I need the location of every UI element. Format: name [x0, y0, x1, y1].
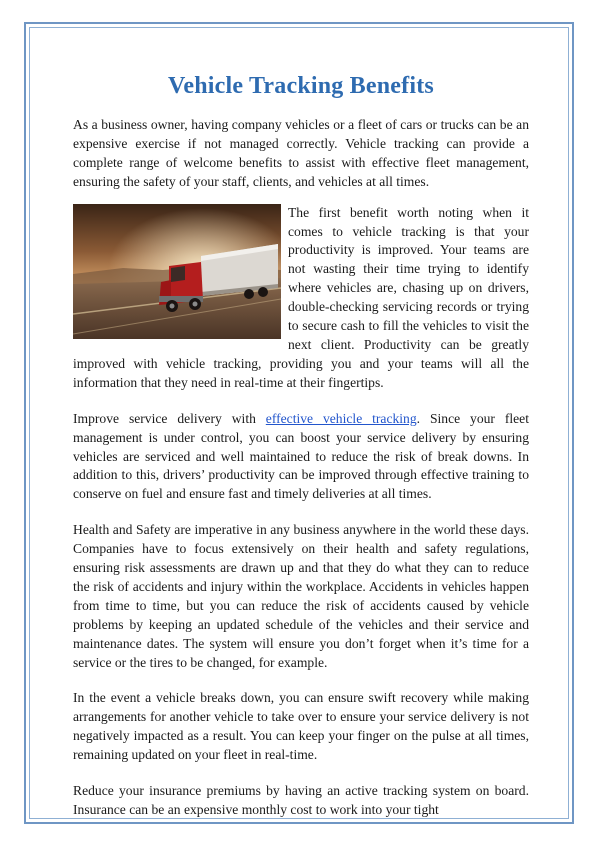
intro-paragraph: As a business owner, having company vehicles or a fleet of cars or trucks can be an expensive exercise if not managed correctly. Vehicle tracking can provide a complete range of welcome benefits to assist with effective fleet management, ensuring the safety of your staff, clients, and vehicles at all times.: [73, 117, 529, 189]
health-safety-paragraph: Health and Safety are imperative in any business anywhere in the world these days. Companies have to focus extensively on their health and safety regulations, ensuring risk assessments are drawn up and that they do what they can to reduce the risk of accidents and injury within the workplace. Accidents in vehicles happen from time to time, but you can reduce the risk of accidents caused by vehicle problems by keeping an updated schedule of the vehicles and their service and maintenance dates. The system will ensure you don’t forget when it’s time for a service or the tires to be changed, for example.: [73, 522, 529, 670]
productivity-section: [73, 204, 529, 393]
truck-photo: [73, 204, 281, 339]
effective-vehicle-tracking-link[interactable]: effective vehicle tracking: [265, 410, 417, 426]
page-title: Vehicle Tracking Benefits: [168, 73, 434, 99]
service-text-start: Improve service delivery with: [73, 410, 266, 426]
service-text-end: . Since your fleet management is under control, you can boost your service delivery by ensuring vehicles are serviced and well maintained to reduce the risk of break downs. In addition to this, drivers’ productivity can be improved through effective training to conserve on fuel and ensure fast and timely deliveries at all times.: [73, 410, 529, 502]
productivity-paragraph: The first benefit worth noting when it comes to vehicle tracking is that your productivity is improved. Your teams are not wasting their time trying to identify where vehicles are, chasing up on drivers, double-checking servicing records or trying to secure cash to fill the vehicles to visit the next client. Productivity can be greatly improved with vehicle tracking, providing you and your teams will all the information that they need in real-time at their fingertips.: [73, 204, 529, 390]
insurance-paragraph: Reduce your insurance premiums by having an active tracking system on board. Insurance can be an expensive monthly cost to work into your tight: [73, 783, 529, 817]
document-body: [73, 70, 529, 820]
service-paragraph: [73, 410, 529, 505]
breakdown-paragraph: In the event a vehicle breaks down, you can ensure swift recovery while making arrangements for another vehicle to take over to ensure your service delivery is not negatively impacted as a result. You can keep your finger on the pulse at all times, remaining updated on your fleet in real-time.: [73, 690, 529, 763]
